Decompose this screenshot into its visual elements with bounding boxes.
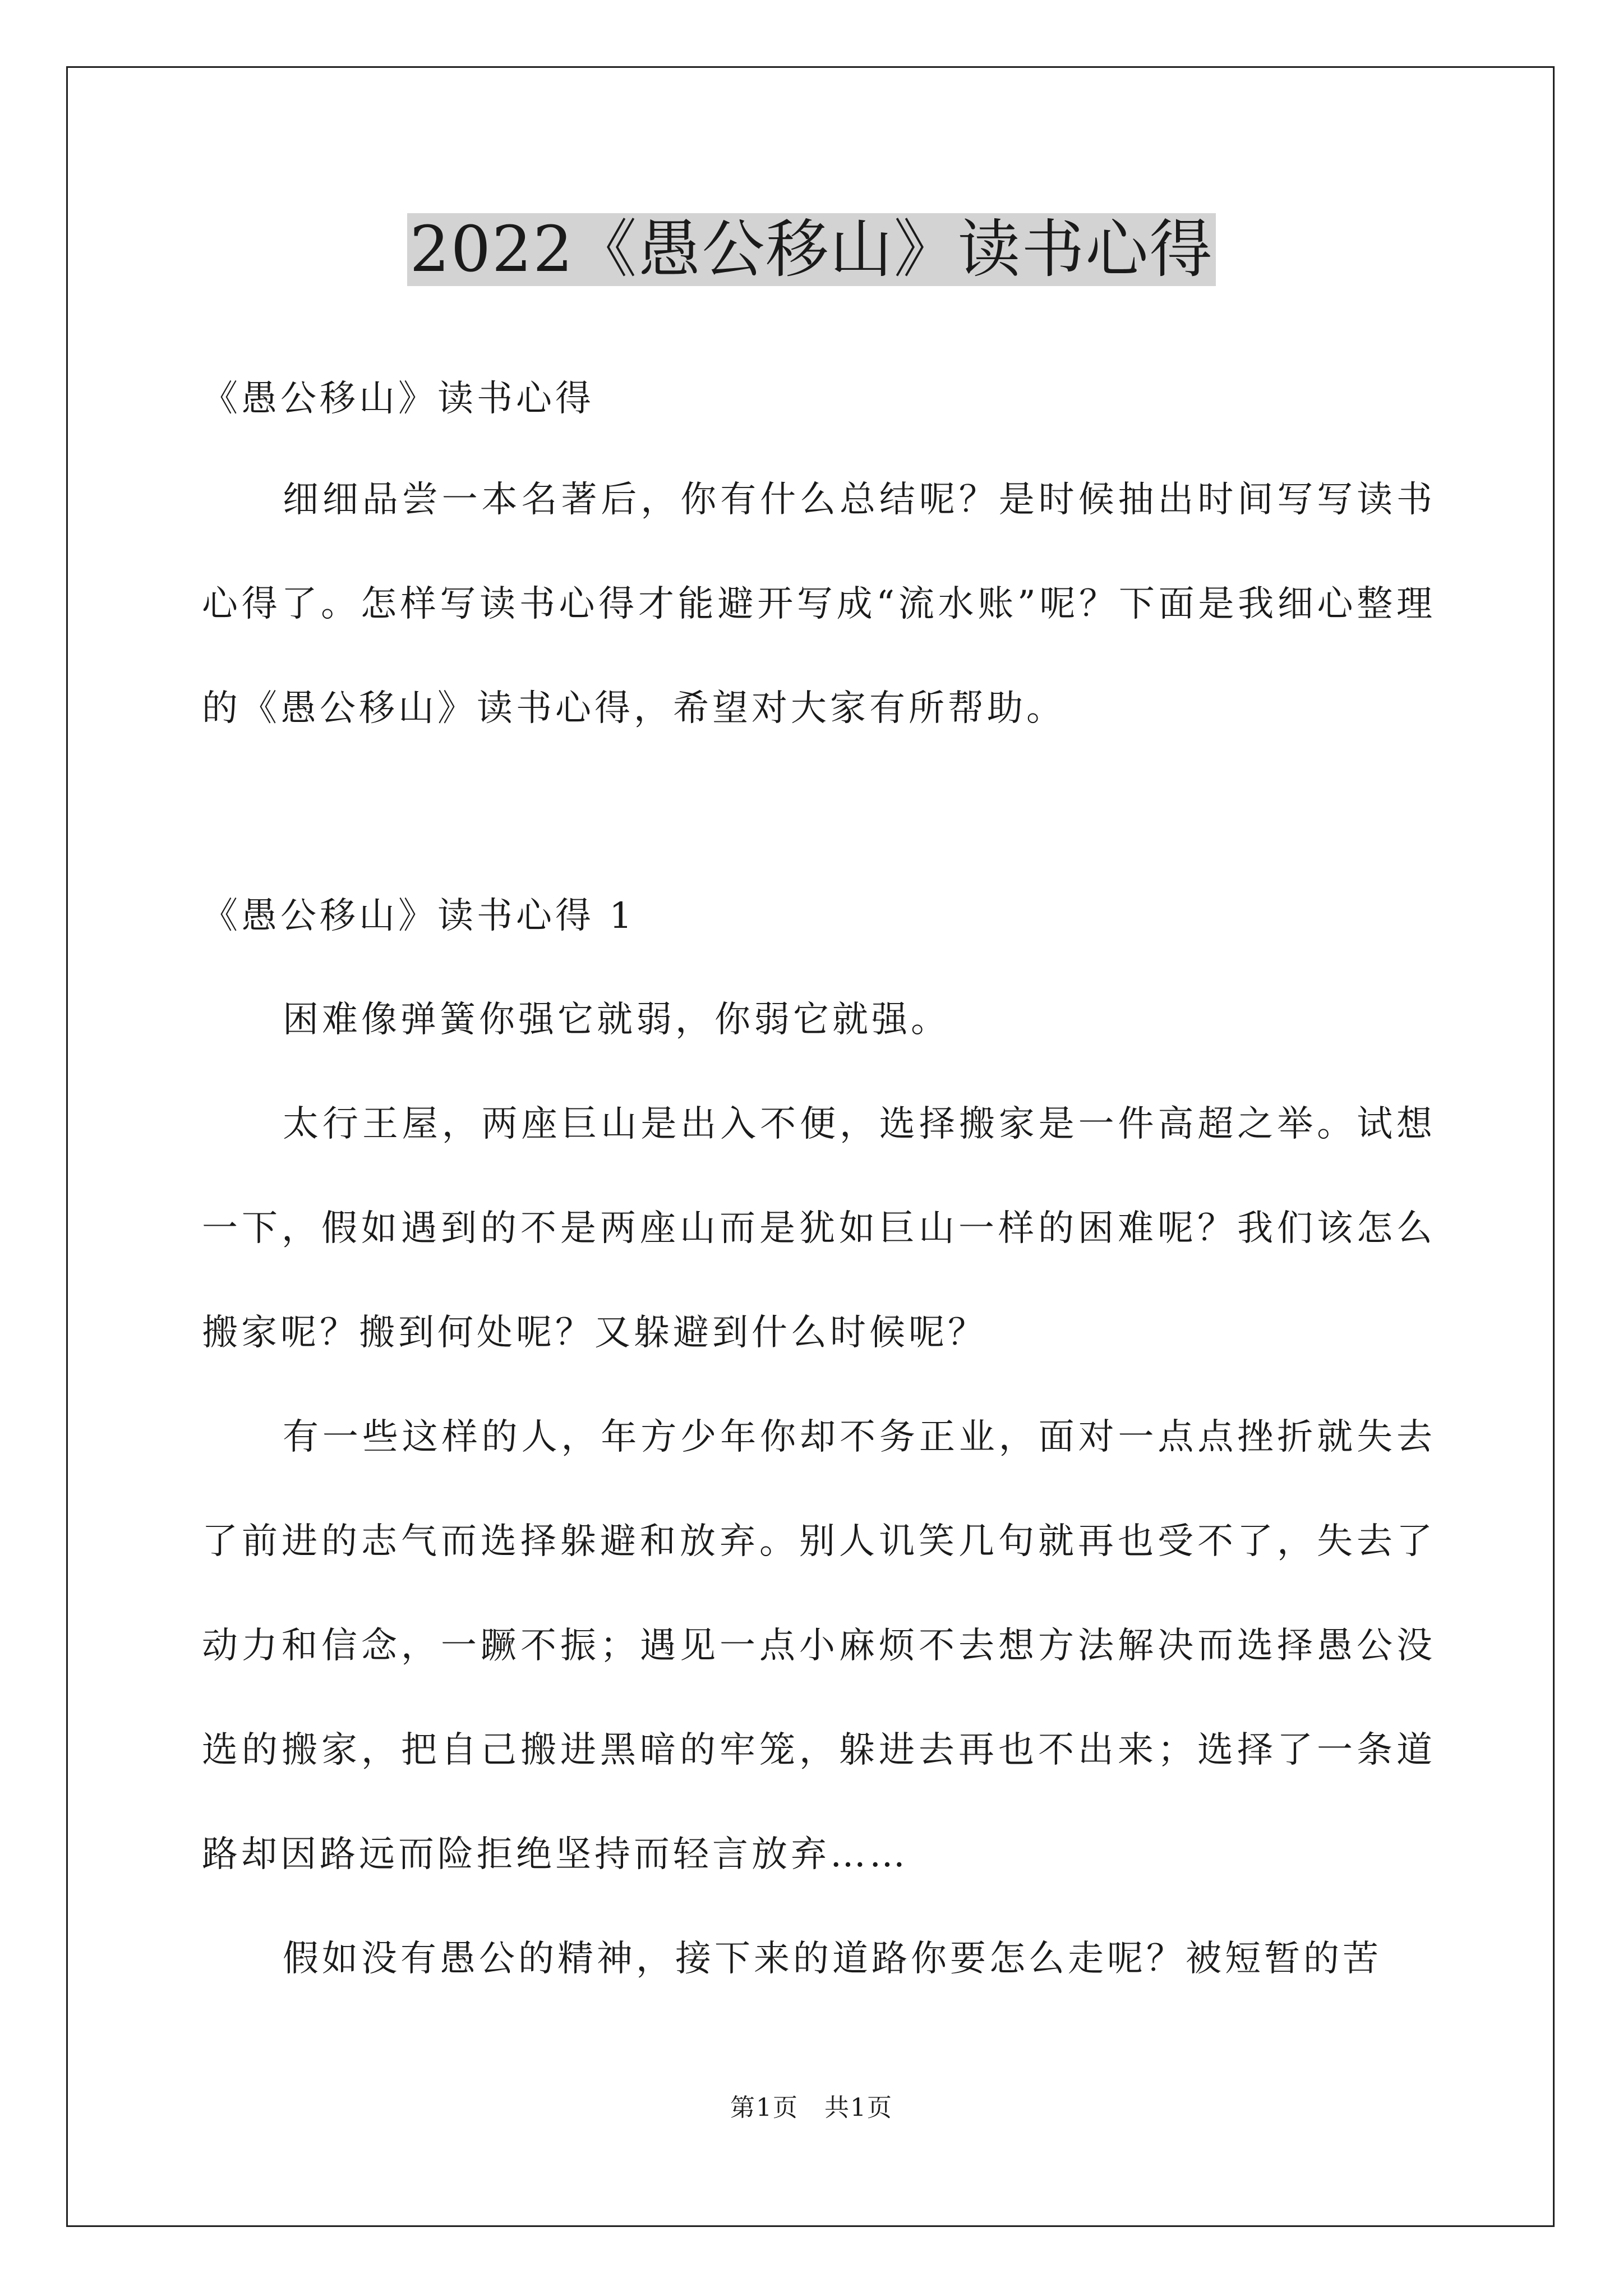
- body-paragraph: 有一些这样的人，年方少年你却不务正业，面对一点点挫折就失去了前进的志气而选择躲避和放弃。别人讥笑几句就再也受不了，失去了动力和信念，一蹶不振；遇见一点小麻烦不去想方法解决而选择愚公没选的搬家，把自己搬进黑暗的牢笼，躲进去再也不出来；选择了一条道路却因路远而险拒绝坚持而轻言放弃……: [202, 1416, 1436, 1875]
- section-heading: 《愚公移山》读书心得 1: [202, 895, 636, 937]
- page-footer: 第1页 共1页: [730, 2093, 893, 2122]
- intro-paragraph: 细细品尝一本名著后，你有什么总结呢？是时候抽出时间写写读书心得了。怎样写读书心得才能避开写成“流水账”呢？下面是我细心整理的《愚公移山》读书心得，希望对大家有所帮助。: [202, 479, 1436, 729]
- body-paragraph: 太行王屋，两座巨山是出入不便，选择搬家是一件高超之举。试想一下，假如遇到的不是两座山而是犹如巨山一样的困难呢？我们该怎么搬家呢？搬到何处呢？又躲避到什么时候呢？: [202, 1103, 1436, 1354]
- document-title-text: 2022《愚公移山》读书心得: [407, 213, 1215, 286]
- document-title: [0, 208, 1623, 292]
- body-paragraph: 假如没有愚公的精神，接下来的道路你要怎么走呢？被短暂的苦: [283, 1938, 1382, 1980]
- intro-heading: 《愚公移山》读书心得: [202, 378, 594, 420]
- body-paragraph: 困难像弹簧你强它就弱，你弱它就强。: [283, 999, 950, 1041]
